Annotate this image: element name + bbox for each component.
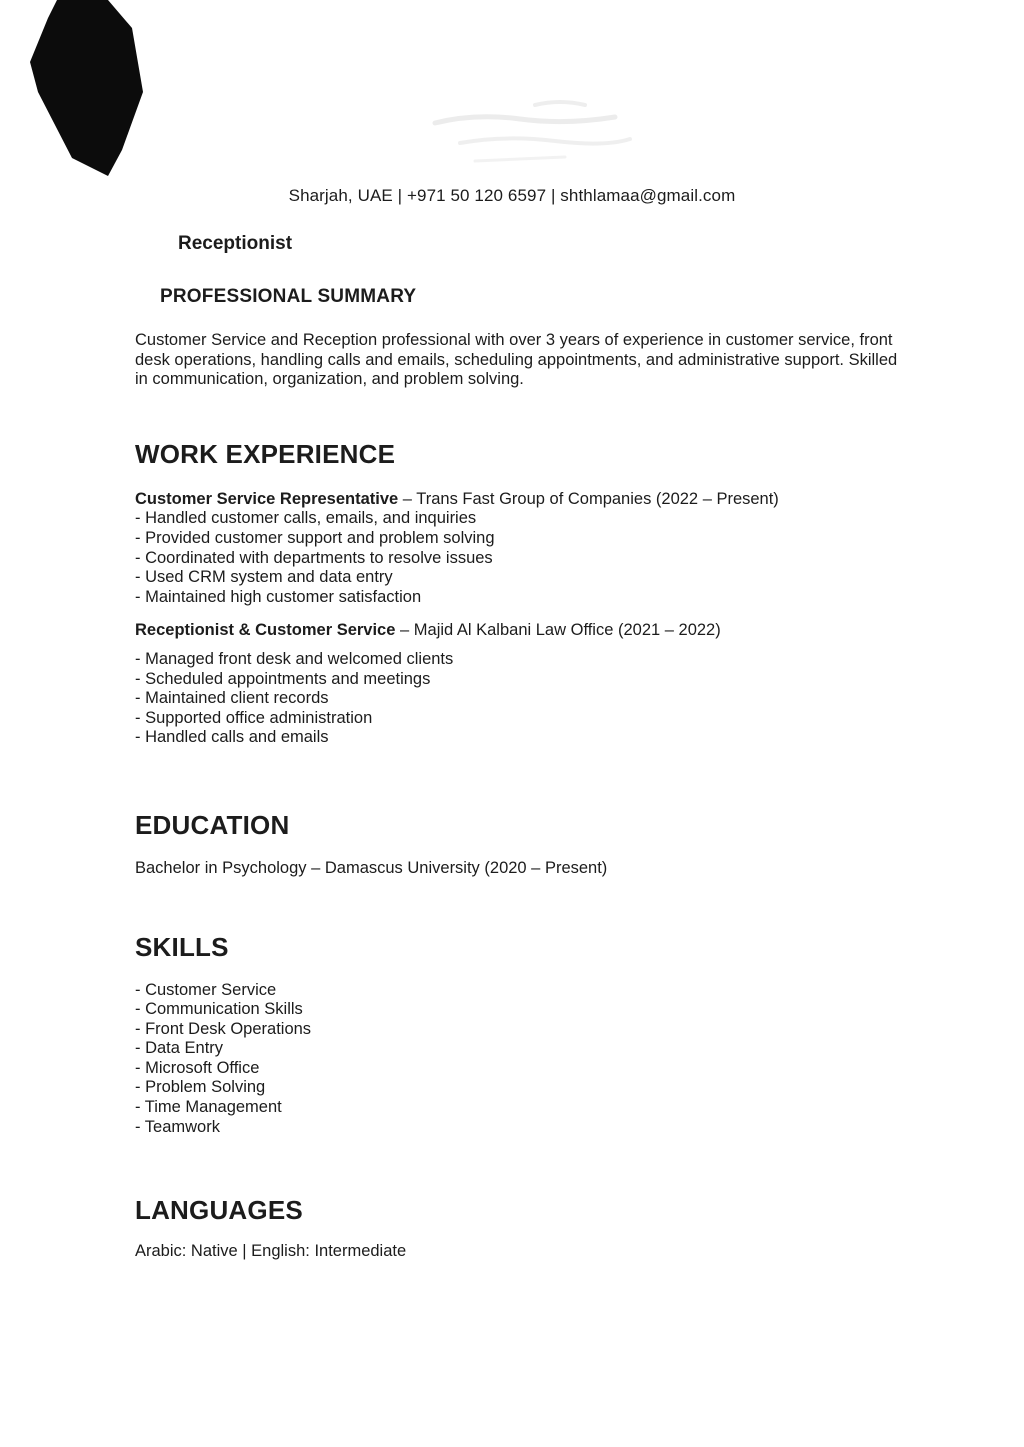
job-bullet-list: [135, 509, 1024, 607]
job-bullet: - Handled customer calls, emails, and inquiries: [135, 509, 477, 528]
work-experience-heading: WORK EXPERIENCE: [135, 438, 396, 469]
skills-heading: SKILLS: [135, 931, 229, 962]
faded-watermark-marks: [415, 95, 645, 175]
job-bullet: - Supported office administration: [135, 708, 373, 727]
languages-text: Arabic: Native | English: Intermediate: [135, 1242, 407, 1261]
job-title: Receptionist & Customer Service: [135, 621, 396, 640]
skills-list: [135, 981, 1024, 1138]
job-title-line: [135, 490, 1024, 510]
skill-item: - Microsoft Office: [135, 1058, 260, 1077]
skill-item: - Front Desk Operations: [135, 1019, 312, 1038]
job-company: – Trans Fast Group of Companies (2022 – Present): [398, 489, 779, 508]
skill-item: - Data Entry: [135, 1039, 224, 1058]
job-bullet: - Handled calls and emails: [135, 728, 329, 747]
skill-item: - Communication Skills: [135, 1000, 303, 1019]
job-title-line: [135, 621, 1024, 641]
summary-text: Customer Service and Reception professional with over 3 years of experience in customer service, front desk operations, handling calls and emails, scheduling appointments, and administrative support. Skilled in communication, organization, and problem solving.: [135, 331, 898, 389]
job-bullet: - Maintained high customer satisfaction: [135, 587, 422, 606]
job-bullet-list: [135, 650, 1024, 748]
education-text: Bachelor in Psychology – Damascus University (2020 – Present): [135, 858, 608, 877]
header-black-shape: [0, 0, 180, 190]
job-bullet: - Scheduled appointments and meetings: [135, 669, 431, 688]
skill-item: - Customer Service: [135, 980, 277, 999]
skill-item: - Time Management: [135, 1098, 282, 1117]
education-heading: EDUCATION: [135, 809, 290, 840]
languages-heading: LANGUAGES: [135, 1195, 303, 1226]
resume-title: Receptionist: [178, 233, 293, 254]
job-bullet: - Managed front desk and welcomed clients: [135, 649, 454, 668]
job-bullet: - Maintained client records: [135, 689, 329, 708]
job-bullet: - Coordinated with departments to resolve issues: [135, 548, 493, 567]
job-title: Customer Service Representative: [135, 489, 399, 508]
contact-line: Sharjah, UAE | +971 50 120 6597 | shthlamaa@gmail.com: [288, 186, 736, 205]
skill-item: - Problem Solving: [135, 1078, 266, 1097]
job-bullet: - Used CRM system and data entry: [135, 568, 393, 587]
skill-item: - Teamwork: [135, 1117, 220, 1136]
summary-heading: PROFESSIONAL SUMMARY: [160, 286, 417, 307]
job-bullet: - Provided customer support and problem solving: [135, 528, 495, 547]
job-company: – Majid Al Kalbani Law Office (2021 – 2022): [395, 621, 721, 640]
